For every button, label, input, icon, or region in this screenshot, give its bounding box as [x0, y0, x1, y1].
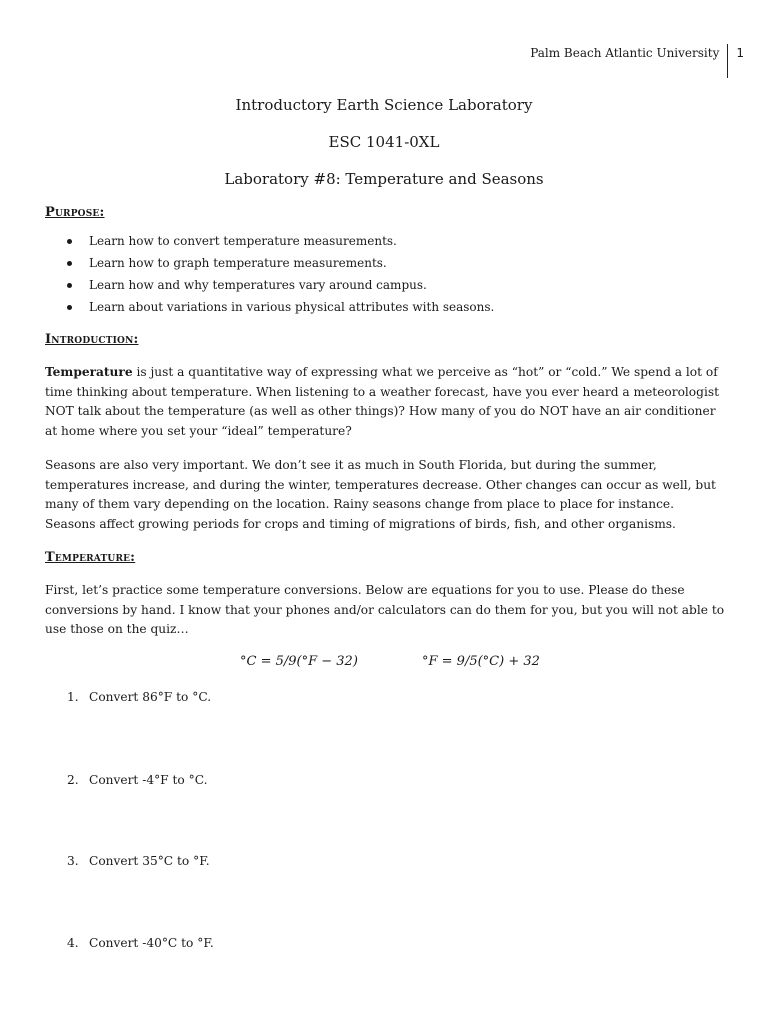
problem-text: Convert 35°C to °F. — [89, 854, 210, 868]
problem-text: Convert 86°F to °C. — [89, 690, 212, 704]
introduction-heading: Introduction: — [45, 332, 139, 347]
list-item: Learn about variations in various physical attributes with seasons. — [45, 296, 494, 318]
problem-number: 3. — [67, 854, 79, 868]
course-code: ESC 1041-0XL — [328, 133, 440, 151]
temperature-paragraph: First, let’s practice some temperature conversions. Below are equations for you to use. Please do these conversions by hand. I know that your phones and/or calculators can do them for you, but you will not able to use those on the quiz… — [45, 583, 725, 636]
problem-number: 1. — [67, 690, 79, 704]
page-number: 1 — [736, 46, 744, 60]
intro-paragraph-1-text: is just a quantitative way of expressing what we perceive as “hot” or “cold.” We spend a lot of time thinking about temperature. When listening to a weather forecast, have you ever heard a meteorologist NOT talk about the temperature (as well as other things)? How many of you do NOT have an air conditioner at home where you set your “ideal” temperature? — [45, 365, 719, 438]
lab-title: Laboratory #8: Temperature and Seasons — [224, 170, 544, 188]
university-name: Palm Beach Atlantic University — [530, 46, 720, 60]
problem-item — [45, 936, 214, 950]
term-temperature: Temperature — [45, 365, 133, 379]
purpose-list — [45, 230, 494, 318]
equation-fahrenheit: °F = 9/5(°C) + 32 — [422, 654, 540, 669]
purpose-heading: Purpose: — [45, 205, 105, 220]
equation-celsius: °C = 5/9(°F − 32) — [240, 654, 358, 669]
list-item: Learn how and why temperatures vary around campus. — [45, 274, 494, 296]
intro-paragraph-1 — [45, 363, 725, 441]
problem-number: 2. — [67, 773, 79, 787]
problem-item — [45, 690, 211, 704]
problem-text: Convert -40°C to °F. — [89, 936, 214, 950]
intro-paragraph-2: Seasons are also very important. We don’t see it as much in South Florida, but during the summer, temperatures increase, and during the winter, temperatures decrease. Other changes can occur as well, but many of them vary depending on the location. Rainy seasons change from place to place for instance. Seasons affect growing periods for crops and timing of migrations of birds, fish, and other organisms. — [45, 458, 716, 531]
problem-item — [45, 854, 210, 868]
course-title: Introductory Earth Science Laboratory — [235, 96, 533, 114]
problem-item — [45, 773, 207, 787]
problem-text: Convert -4°F to °C. — [89, 773, 208, 787]
page-header — [530, 44, 744, 78]
problem-number: 4. — [67, 936, 79, 950]
list-item: Learn how to convert temperature measurements. — [45, 230, 494, 252]
temperature-heading: Temperature: — [45, 550, 136, 565]
list-item: Learn how to graph temperature measurements. — [45, 252, 494, 274]
